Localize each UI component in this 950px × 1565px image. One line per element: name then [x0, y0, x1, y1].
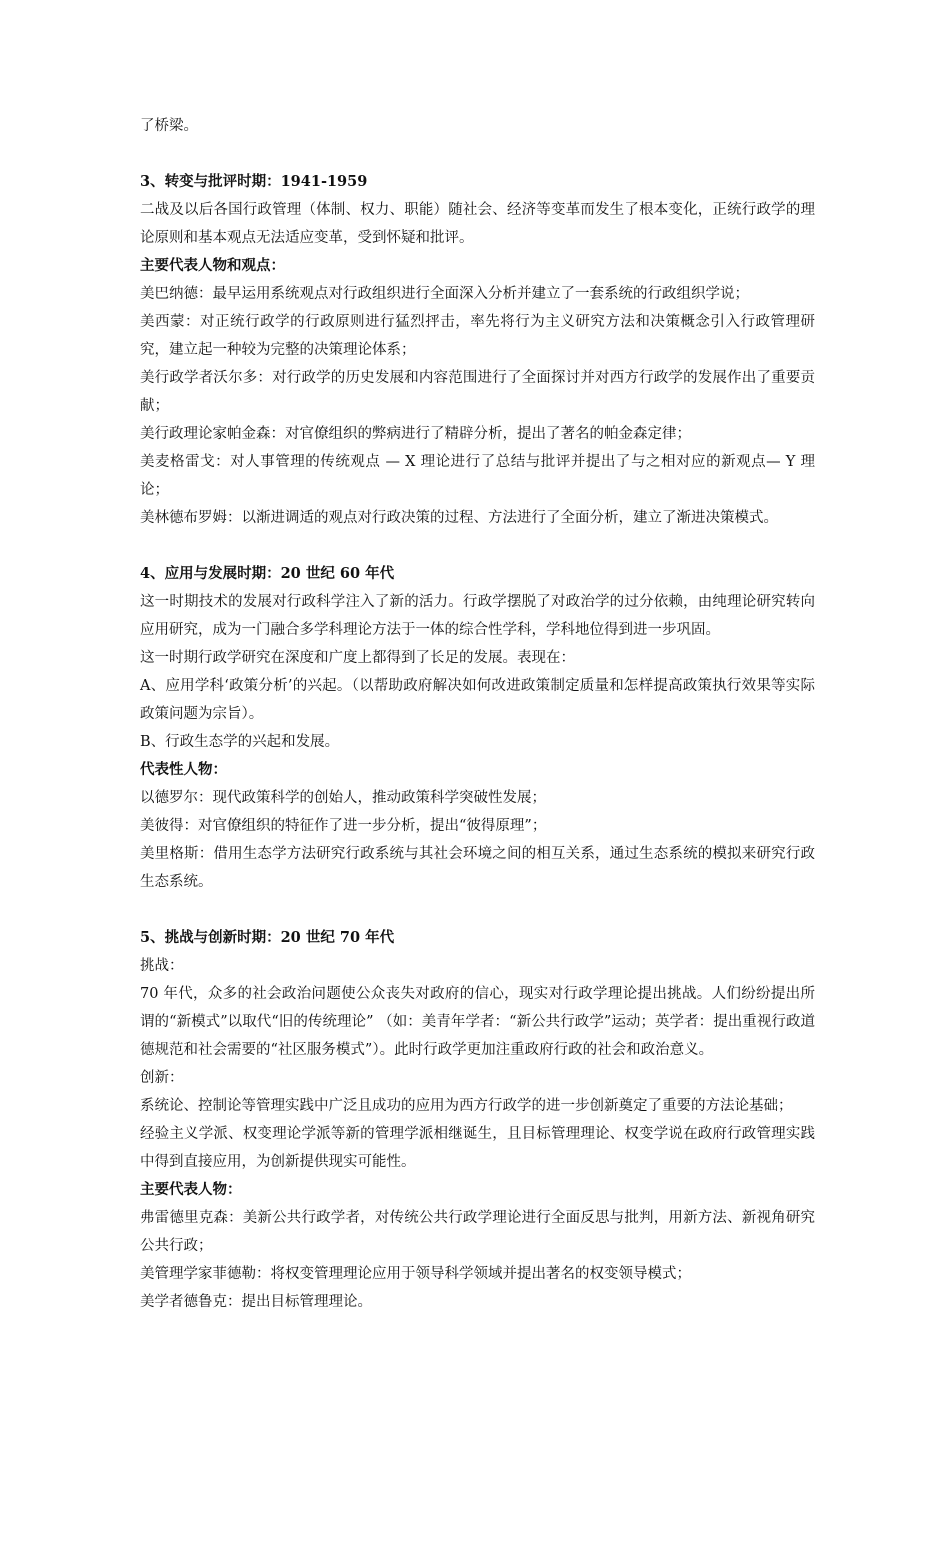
- section-4-paragraph: 这一时期技术的发展对行政科学注入了新的活力。行政学摆脱了对政治学的过分依赖，由纯理论研究转向应用研究，成为一门融合多学科理论方法于一体的综合性学科，学科地位得到进一步巩固。: [140, 594, 815, 638]
- section-3-heading: 3、转变与批评时期：1941-1959: [140, 173, 368, 190]
- section-4-paragraph: B、行政生态学的兴起和发展。: [140, 734, 340, 750]
- section-3-item: 美林德布罗姆：以渐进调适的观点对行政决策的过程、方法进行了全面分析，建立了渐进决策模式。: [140, 510, 778, 526]
- intro-tail: 了桥梁。: [140, 118, 198, 134]
- section-5-item: 美管理学家菲德勒：将权变管理理论应用于领导科学领域并提出著名的权变领导模式；: [140, 1266, 691, 1282]
- section-3-subheading: 主要代表人物和观点：: [140, 257, 285, 274]
- section-3-item: 美巴纳德：最早运用系统观点对行政组织进行全面深入分析并建立了一套系统的行政组织学说；: [140, 286, 749, 302]
- challenge-text: 70 年代，众多的社会政治问题使公众丧失对政府的信心，现实对行政学理论提出挑战。人们纷纷提出所谓的“新模式”以取代“旧的传统理论” （如：美青年学者：“新公共行政学”运动；英学者：提出重视行政道德规范和社会需要的“社区服务模式”）。此时行政学更加注重政府行政的社会和政治意义。: [140, 986, 815, 1058]
- section-3-item: 美西蒙：对正统行政学的行政原则进行猛烈抨击，率先将行为主义研究方法和决策概念引入行政管理研究，建立起一种较为完整的决策理论体系；: [140, 314, 815, 358]
- section-4-item: 美彼得：对官僚组织的特征作了进一步分析，提出“彼得原理”；: [140, 818, 547, 834]
- innovation-label: 创新：: [140, 1070, 184, 1086]
- section-3-item: 美行政学者沃尔多：对行政学的历史发展和内容范围进行了全面探讨并对西方行政学的发展作出了重要贡献；: [140, 370, 815, 414]
- section-3-item: 美行政理论家帕金森：对官僚组织的弊病进行了精辟分析，提出了著名的帕金森定律；: [140, 426, 691, 442]
- section-4-item: 以德罗尔：现代政策科学的创始人，推动政策科学突破性发展；: [140, 790, 546, 806]
- innovation-item: 系统论、控制论等管理实践中广泛且成功的应用为西方行政学的进一步创新奠定了重要的方法论基础；: [140, 1098, 793, 1114]
- section-4-paragraph: 这一时期行政学研究在深度和广度上都得到了长足的发展。表现在：: [140, 650, 575, 666]
- section-3-paragraph: 二战及以后各国行政管理（体制、权力、职能）随社会、经济等变革而发生了根本变化，正统行政学的理论原则和基本观点无法适应变革，受到怀疑和批评。: [140, 202, 815, 246]
- section-5-item: 美学者德鲁克：提出目标管理理论。: [140, 1294, 372, 1310]
- section-5-subheading: 主要代表人物：: [140, 1181, 242, 1198]
- section-4-item: 美里格斯：借用生态学方法研究行政系统与其社会环境之间的相互关系，通过生态系统的模拟来研究行政生态系统。: [140, 846, 815, 890]
- section-4-subheading: 代表性人物：: [140, 761, 227, 778]
- section-5-item: 弗雷德里克森：美新公共行政学者，对传统公共行政学理论进行全面反思与批判，用新方法、新视角研究公共行政；: [140, 1210, 815, 1254]
- innovation-item: 经验主义学派、权变理论学派等新的管理学派相继诞生，且目标管理理论、权变学说在政府行政管理实践中得到直接应用，为创新提供现实可能性。: [140, 1126, 815, 1170]
- section-4-heading: 4、应用与发展时期：20 世纪 60 年代: [140, 565, 395, 582]
- section-3-item: 美麦格雷戈：对人事管理的传统观点 — X 理论进行了总结与批评并提出了与之相对应的新观点— Y 理论；: [140, 454, 815, 498]
- section-4-paragraph: A、应用学科‘政策分析’的兴起。（以帮助政府解决如何改进政策制定质量和怎样提高政策执行效果等实际政策问题为宗旨）。: [140, 678, 815, 722]
- document-page: [140, 112, 815, 1316]
- section-5-heading: 5、挑战与创新时期：20 世纪 70 年代: [140, 929, 395, 946]
- challenge-label: 挑战：: [140, 958, 184, 974]
